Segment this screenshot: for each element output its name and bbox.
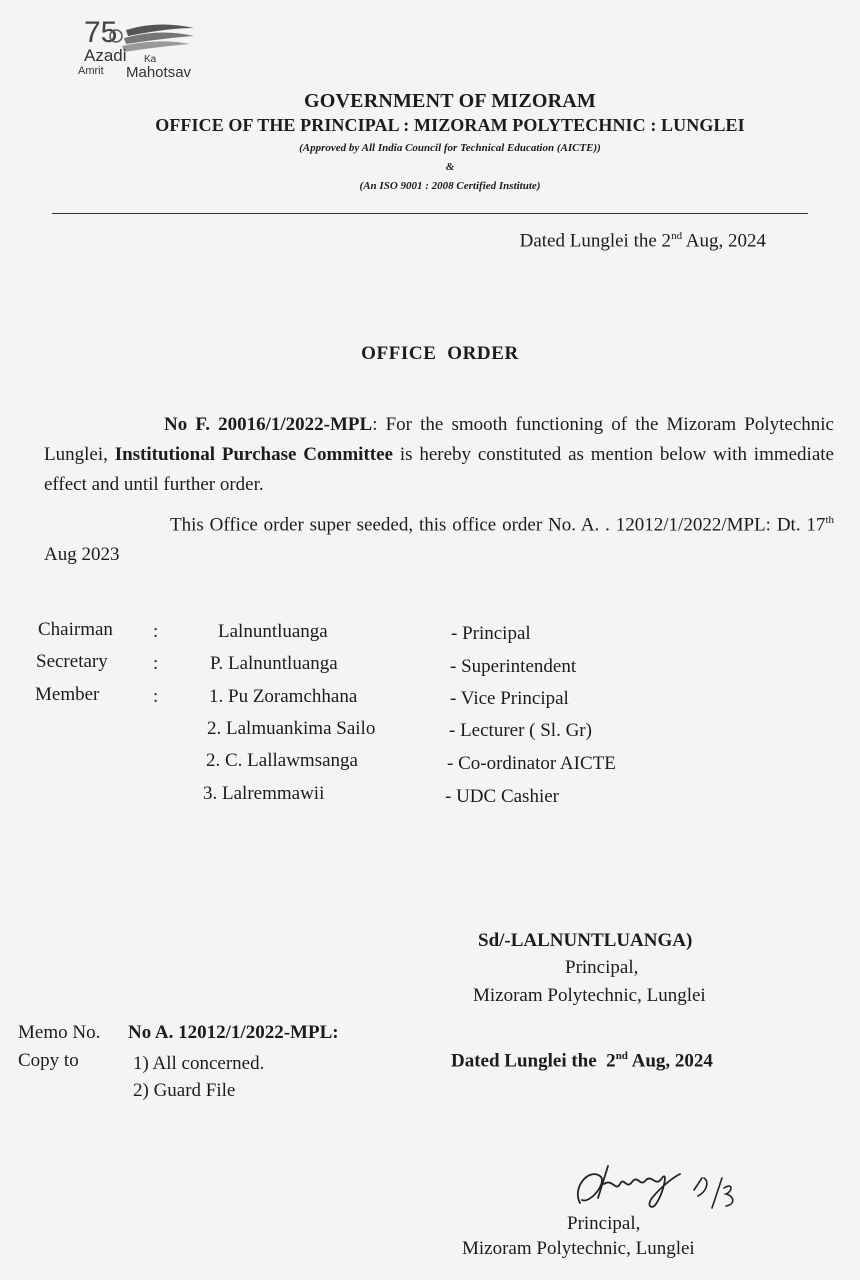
memo-number: No A. 12012/1/2022-MPL: [128,1022,339,1043]
supersede-text-b: Aug 2023 [44,544,120,566]
memo-date-sup: nd [615,1050,628,1062]
committee-colon: : [153,653,159,674]
committee-designation: - Superintendent [450,656,577,677]
committee-member-name: 2. Lalmuankima Sailo [207,718,376,739]
order-text-b: is hereby constituted as mention below with immediate effect and until further order. [44,444,834,495]
committee-designation: - Co-ordinator AICTE [447,753,616,774]
committee-colon: : [153,621,159,642]
document-title: OFFICE ORDER [361,343,519,364]
committee-member-name: 2. C. Lallawmsanga [206,750,358,771]
committee-member-name: 1. Pu Zoramchhana [209,686,358,707]
final-signatory-office: Mizoram Polytechnic, Lunglei [462,1238,695,1259]
header-approved: (Approved by All India Council for Technical Education (AICTE)) [299,142,601,154]
committee-designation: - Principal [451,623,531,644]
azadi-ka-amrit-mahotsav-logo [78,14,238,84]
committee-member-name: 3. Lalremmawii [203,783,325,804]
final-signatory-title: Principal, [567,1213,641,1234]
order-number: No F. 20016/1/2022-MPL [164,414,373,435]
committee-designation: - Lecturer ( Sl. Gr) [449,720,592,741]
date-prefix: Dated Lunglei the 2 [519,230,672,252]
signatory-name: Sd/-LALNUNTLUANGA) [478,930,693,951]
order-text-a: : For the smooth functioning of the Mizoram Polytechnic Lunglei, [44,414,834,465]
committee-role: Chairman [38,619,113,640]
committee-role: Member [35,684,100,705]
logo-mahotsav: Mahotsav [126,64,192,81]
order-paragraph [44,410,834,500]
date-suffix: Aug, 2024 [682,230,766,252]
header-ampersand: & [445,161,455,173]
memo-date [432,1028,713,1094]
supersede-sup: th [825,514,834,526]
memo-label: Memo No. [18,1022,101,1043]
committee-member-name: P. Lalnuntluanga [210,653,338,674]
committee-member-name: Lalnuntluanga [218,621,328,642]
logo-amrit: Amrit [78,65,104,77]
logo-number: 75 [84,16,118,49]
header-office: OFFICE OF THE PRINCIPAL : MIZORAM POLYTECHNIC : LUNGLEI [155,115,745,135]
header-government: GOVERNMENT OF MIZORAM [304,90,596,112]
committee-designation: - UDC Cashier [445,786,559,807]
header-iso: (An ISO 9001 : 2008 Certified Institute) [359,180,541,192]
supersede-paragraph [44,505,834,570]
header-divider [52,213,808,214]
committee-role: Secretary [36,651,108,672]
logo-ka: Ka [144,54,157,65]
copy-recipient: 1) All concerned. [133,1053,265,1074]
copy-recipient: 2) Guard File [133,1080,236,1101]
committee-name: Institutional Purchase Committee [114,444,393,465]
logo-azadi: Azadi [84,46,127,65]
signatory-title: Principal, [565,957,639,978]
memo-date-suffix: Aug, 2024 [627,1050,713,1072]
supersede-text-a: This Office order super seeded, this office order No. A. . 12012/1/2022/MPL: Dt. 17 [170,514,826,536]
copy-to-label: Copy to [18,1050,79,1071]
date-sup: nd [671,230,683,242]
signatory-office: Mizoram Polytechnic, Lunglei [473,985,706,1006]
committee-colon: : [153,686,159,707]
memo-date-prefix: Dated Lunglei the 2 [451,1050,616,1072]
committee-designation: - Vice Principal [450,688,569,709]
date-line [520,230,766,252]
